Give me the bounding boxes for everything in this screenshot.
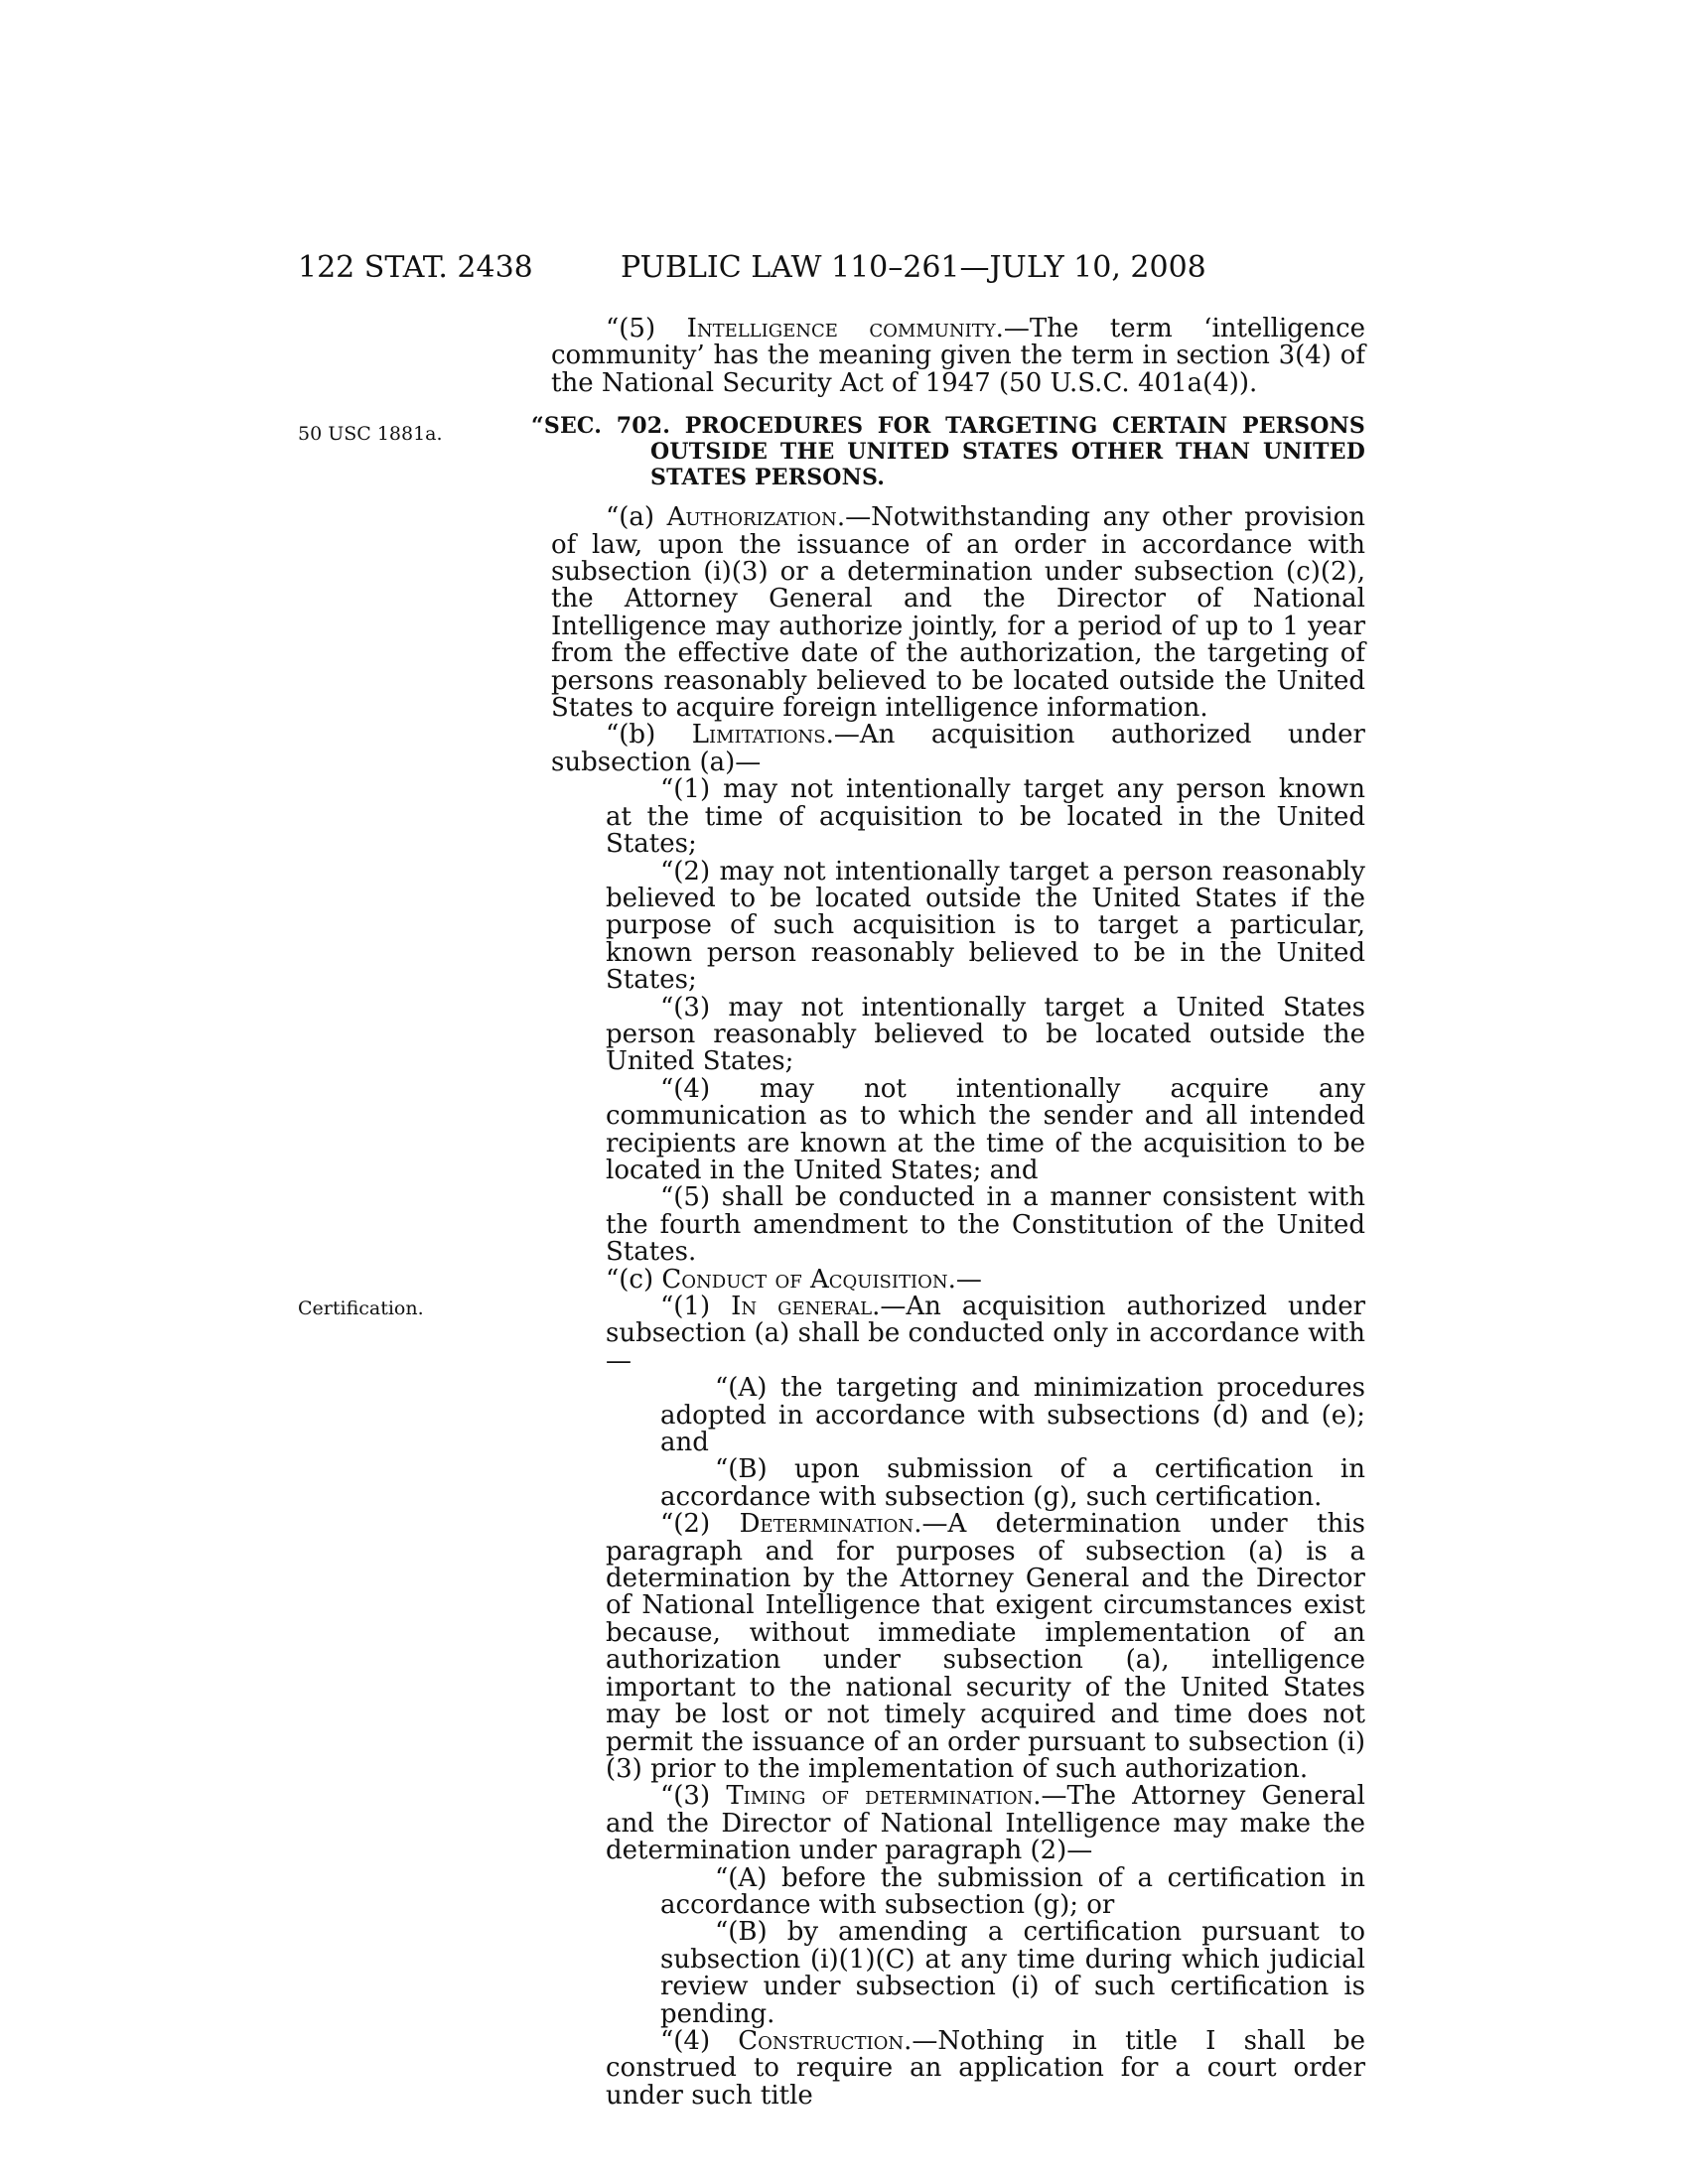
limitation-4: “(4) may not intentionally acquire any communication as to which the sender and all intended recipients are known at the time of the acquisition to be located in the United States; and (606, 1073, 1365, 1185)
running-head (298, 248, 1380, 288)
paragraph-5-intelligence-community: “(5) Intelligence community.—The term ‘intelligence community’ has the meaning given the term in section 3(4) of the National Security Act of 1947 (50 U.S.C. 401a(4)). (551, 314, 1366, 398)
subsection-c-conduct: “(c) Conduct of Acquisition.— (606, 1264, 982, 1295)
section-702-heading: “SEC. 702. PROCEDURES FOR TARGETING CERTAIN PERSONS OUTSIDE THE UNITED STATES OTHER THAN UNITED STATES PERSONS. (531, 413, 1365, 491)
clause-c3-a: “(A) before the submission of a certification in accordance with subsection (g); or (660, 1862, 1365, 1920)
subsection-b-limitations: “(b) Limitations.—An acquisition authorized under subsection (a)— (551, 720, 1365, 777)
document-body (531, 314, 1366, 2111)
limitation-3: “(3) may not intentionally target a United States person reasonably believed to be located outside the United States; (606, 992, 1365, 1077)
limitation-2: “(2) may not intentionally target a person reasonably believed to be located outside the United States if the purpose of such acquisition is to target a particular, known person reasonably believed to be in the United States; (606, 856, 1365, 996)
clause-c1-a: “(A) the targeting and minimization procedures adopted in accordance with subsections (d) and (e); and (660, 1373, 1365, 1458)
statute-page-number: 122 STAT. 2438 (298, 250, 533, 285)
limitation-5: “(5) shall be conducted in a manner consistent with the fourth amendment to the Constitution of the United States. (606, 1182, 1365, 1268)
subsection-a-authorization: “(a) Authorization.—Notwithstanding any other provision of law, upon the issuance of an order in accordance with subsection (i)(3) or a determination under subsection (c)(2), the Attorney General and the Director of National Intelligence may authorize jointly, for a period of up to 1 year from the effective date of the authorization, the targeting of persons reasonably believed to be located outside the United States to acquire foreign intelligence information. (551, 502, 1365, 724)
paragraph-c3-timing: “(3) Timing of determination.—The Attorney General and the Director of National Intelligence may make the determination under paragraph (2)— (606, 1781, 1366, 1866)
margin-note-certification: Certification. (298, 1297, 424, 1319)
paragraph-c2-determination: “(2) Determination.—A determination under this paragraph and for purposes of subsection (a) is a determination by the Attorney General and the Director of National Intelligence that exigent circumstances exist because, without immediate implementation of an authorization under subsection (a), intelligence important to the national security of the United States may be lost or not timely acquired and time does not permit the issuance of an order pursuant to subsection (i)(3) prior to the implementation of such authorization. (606, 1509, 1365, 1784)
paragraph-c4-construction: “(4) Construction.—Nothing in title I shall be construed to require an application for a court order under such title (606, 2025, 1365, 2111)
paragraph-c1-in-general: “(1) In general.—An acquisition authorized under subsection (a) shall be conducted only in accordance with— (606, 1292, 1366, 1376)
margin-note-usc: 50 USC 1881a. (298, 423, 443, 445)
clause-c1-b: “(B) upon submission of a certification in accordance with subsection (g), such certification. (660, 1454, 1365, 1512)
clause-c3-b: “(B) by amending a certification pursuant to subsection (i)(1)(C) at any time during which judicial review under subsection (i) of such certification is pending. (660, 1917, 1365, 2029)
limitation-1: “(1) may not intentionally target any person known at the time of acquisition to be located in the United States; (606, 774, 1365, 860)
public-law-title: PUBLIC LAW 110–261—JULY 10, 2008 (621, 250, 1206, 285)
